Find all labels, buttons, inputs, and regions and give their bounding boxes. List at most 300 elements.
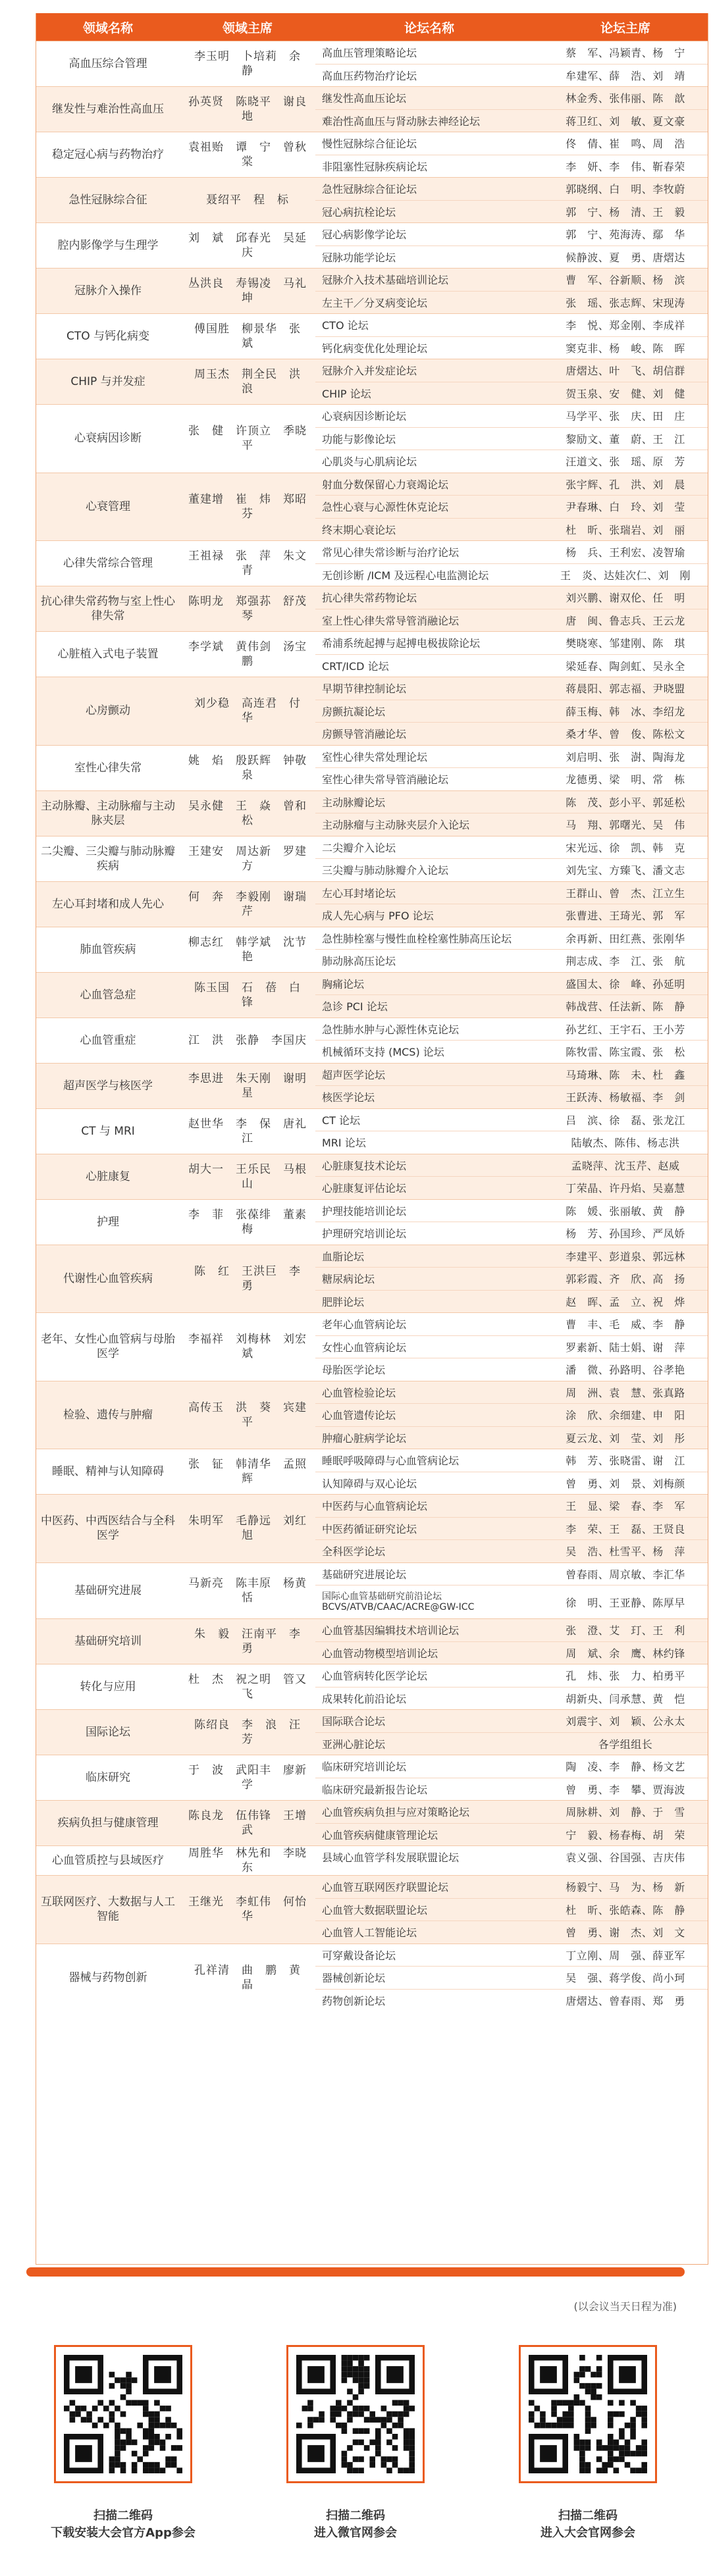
forum-row xyxy=(315,450,708,473)
table-header xyxy=(36,13,708,41)
forum-chairs: 杨 芳、孙国珍、严凤娇 xyxy=(566,1227,685,1241)
forum-row xyxy=(315,677,708,700)
forum-chairs: 蒋晨阳、郭志福、尹晓盟 xyxy=(566,683,685,696)
forum-name: 室上性心律失常导管消融论坛 xyxy=(322,614,460,627)
forum-row xyxy=(315,541,708,563)
domain-chairs: 朱明军 毛静远 刘红旭 xyxy=(188,1514,307,1543)
domain-name: 室性心律失常 xyxy=(74,761,142,775)
forum-chairs: 丁荣晶、许丹焰、吴嘉慧 xyxy=(566,1182,685,1195)
domain-name: 睡眠、精神与认知障碍 xyxy=(52,1465,164,1478)
forum-chairs: 曹 军、谷新顺、杨 滨 xyxy=(566,274,685,287)
forum-list xyxy=(315,1064,708,1108)
forum-name: 心血管大数据联盟论坛 xyxy=(322,1903,428,1917)
forum-row xyxy=(315,949,708,972)
domain-group xyxy=(36,1154,708,1199)
forum-row xyxy=(315,1495,708,1517)
forum-chairs: 尹春琳、白 玲、刘 莹 xyxy=(566,501,685,514)
forum-name: 二尖瓣介入论坛 xyxy=(322,841,396,854)
domain-group xyxy=(36,1494,708,1562)
forum-row xyxy=(315,1222,708,1245)
domain-chairs: 马新亮 陈丰原 杨黄恬 xyxy=(188,1576,307,1605)
forum-chairs: 王群山、曾 杰、江立生 xyxy=(566,887,685,900)
domain-group xyxy=(36,790,708,836)
forum-name: 核医学论坛 xyxy=(322,1091,375,1104)
forum-name: 心血管病转化医学论坛 xyxy=(322,1670,428,1683)
forum-chairs: 徐 明、王亚静、陈厚早 xyxy=(566,1596,685,1609)
domain-chairs: 董建增 崔 炜 郑昭芬 xyxy=(188,492,307,521)
header-domain-chairs: 领域主席 xyxy=(222,20,273,36)
forum-row xyxy=(315,973,708,995)
domain-name: CT 与 MRI xyxy=(81,1124,135,1138)
forum-chairs: 周脉耕、刘 静、于 雪 xyxy=(566,1806,685,1819)
forum-list xyxy=(315,269,708,313)
forum-row xyxy=(315,314,708,336)
forum-row xyxy=(315,1755,708,1778)
forum-name: 成果转化前沿论坛 xyxy=(322,1692,407,1705)
domain-group xyxy=(36,1755,708,1800)
forum-chairs: 王跃涛、杨敏福、李 剑 xyxy=(566,1091,685,1104)
forum-row xyxy=(315,178,708,200)
domain-chairs: 朱 毅 汪南平 李 勇 xyxy=(194,1628,313,1655)
forum-name: 药物创新论坛 xyxy=(322,1994,386,2007)
forum-row xyxy=(315,904,708,927)
domain-group xyxy=(36,1944,708,2012)
header-forum: 论坛名称 xyxy=(404,20,454,36)
domain-name: 腔内影像学与生理学 xyxy=(57,239,159,252)
forum-chairs: 王 炎、达娃次仁、刘 刚 xyxy=(560,569,691,582)
domain-name: 互联网医疗、大数据与人工智能 xyxy=(41,1895,175,1924)
forum-row xyxy=(315,1040,708,1063)
forum-row xyxy=(315,791,708,813)
forum-row xyxy=(315,563,708,586)
forum-row xyxy=(315,1358,708,1381)
forum-list xyxy=(315,1710,708,1755)
forum-name: 室性心律失常导管消融论坛 xyxy=(322,773,449,786)
domain-group xyxy=(36,222,708,268)
forum-name: 心脏康复评估论坛 xyxy=(322,1182,407,1195)
domain-group xyxy=(36,1449,708,1494)
forum-name: 机械循环支持 (MCS) 论坛 xyxy=(322,1046,444,1059)
domain-chairs: 李 菲 张葆绯 董素梅 xyxy=(188,1208,307,1236)
forum-row xyxy=(315,132,708,155)
domain-name: 冠脉介入操作 xyxy=(74,284,142,297)
domain-chairs: 吴永健 王 焱 曾和松 xyxy=(188,799,307,827)
forum-row xyxy=(315,382,708,405)
forum-row xyxy=(315,1472,708,1495)
domain-group xyxy=(36,132,708,177)
qr-caption-line2: 进入微官网参会 xyxy=(314,2526,397,2540)
forum-row xyxy=(315,1200,708,1222)
forum-row xyxy=(315,41,708,64)
qr-code-icon xyxy=(296,2355,415,2473)
forum-chairs: 曾春雨、周京敏、李汇华 xyxy=(566,1568,685,1581)
qr-code-micro-site[interactable] xyxy=(286,2345,425,2483)
domain-group xyxy=(36,1199,708,1245)
forum-row xyxy=(315,1109,708,1131)
domain-name: 临床研究 xyxy=(86,1771,130,1784)
domain-chairs: 丛洪良 寿锡凌 马礼坤 xyxy=(188,277,307,305)
forum-name: 心血管疾病负担与应对策略论坛 xyxy=(322,1806,470,1819)
forum-name: 肿瘤心脏病学论坛 xyxy=(322,1431,407,1445)
forum-chairs: 荆志成、李 江、张 航 xyxy=(566,955,685,968)
forum-list xyxy=(315,837,708,881)
forum-name: 房颤导管消融论坛 xyxy=(322,728,407,741)
domain-chairs: 刘少稳 高连君 付 华 xyxy=(194,697,313,725)
forum-name: 成人先心病与 PFO 论坛 xyxy=(322,910,434,923)
domain-name: CTO 与钙化病变 xyxy=(66,330,150,343)
forum-name: CHIP 论坛 xyxy=(322,387,371,400)
domain-chairs: 于 波 武阳丰 廖新学 xyxy=(188,1764,307,1791)
domain-chairs: 傅国胜 柳景华 张 斌 xyxy=(194,322,313,350)
domain-name: 心脏植入式电子装置 xyxy=(57,648,159,661)
forum-row xyxy=(315,155,708,178)
forum-row xyxy=(315,837,708,859)
forum-chairs: 黎励文、董 蔚、王 江 xyxy=(566,432,685,446)
domain-group xyxy=(36,1664,708,1709)
forum-list xyxy=(315,1846,708,1875)
domain-group xyxy=(36,404,708,473)
domain-chairs: 陈绍良 李 浪 汪 芳 xyxy=(194,1718,313,1746)
domain-chairs: 孙英贤 陈晓平 谢良地 xyxy=(188,95,307,123)
domain-name: 心血管重症 xyxy=(80,1033,136,1047)
forum-row xyxy=(315,1290,708,1313)
forum-name: 功能与影像论坛 xyxy=(322,432,396,446)
domain-group xyxy=(36,1108,708,1154)
forum-row xyxy=(315,109,708,132)
forum-list xyxy=(315,586,708,631)
qr-code-app[interactable] xyxy=(54,2345,192,2483)
forum-name: 主动脉瓣论坛 xyxy=(322,796,386,809)
forum-chairs: 马 翔、郭曙光、吴 伟 xyxy=(566,819,685,832)
forum-row xyxy=(315,1687,708,1710)
domain-chairs: 张 钲 韩清华 孟照辉 xyxy=(188,1458,307,1485)
forum-list xyxy=(315,1876,708,1944)
domain-chairs: 赵世华 李 保 唐礼江 xyxy=(188,1117,307,1145)
forum-name: 希浦系统起搏与起搏电极拔除论坛 xyxy=(322,637,481,650)
forum-row xyxy=(315,1710,708,1732)
forum-chairs: 周 斌、余 鹰、林约锋 xyxy=(566,1647,685,1660)
domain-group xyxy=(36,1018,708,1063)
forum-list xyxy=(315,1755,708,1800)
forum-row xyxy=(315,200,708,223)
forum-list xyxy=(315,473,708,541)
domain-group xyxy=(36,268,708,313)
forum-name: 早期节律控制论坛 xyxy=(322,683,407,696)
domain-name: 心律失常综合管理 xyxy=(63,557,153,570)
domain-chairs: 江 洪 张静 李国庆 xyxy=(188,1033,307,1047)
forum-list xyxy=(315,973,708,1018)
forum-row xyxy=(315,1313,708,1335)
domain-name: 心房颤动 xyxy=(86,704,130,718)
forum-name: 肥胖论坛 xyxy=(322,1295,365,1308)
domain-name: 主动脉瓣、主动脉瘤与主动脉夹层 xyxy=(41,799,175,827)
qr-caption-line2: 下载安装大会官方App参会 xyxy=(51,2526,196,2540)
forum-chairs: 韩战营、任法新、陈 静 xyxy=(566,1000,685,1014)
forum-list xyxy=(315,1619,708,1664)
forum-name: 胸痛论坛 xyxy=(322,977,365,991)
forum-name: 心血管疾病健康管理论坛 xyxy=(322,1828,438,1842)
forum-row xyxy=(315,1517,708,1540)
forum-chairs: 杨 兵、王利宏、凌智瑜 xyxy=(566,546,685,559)
domain-group xyxy=(36,86,708,132)
forum-chairs: 贺玉泉、安 健、刘 健 xyxy=(566,387,685,400)
domain-name: 二尖瓣、三尖瓣与肺动脉瓣疾病 xyxy=(41,844,175,873)
forum-chairs: 刘震宇、刘 颖、公永太 xyxy=(566,1715,685,1728)
domain-group xyxy=(36,1800,708,1845)
qr-caption-line1: 扫描二维码 xyxy=(93,2509,153,2523)
forum-list xyxy=(315,632,708,677)
forum-name: 室性心律失常处理论坛 xyxy=(322,750,428,763)
forum-row xyxy=(315,1801,708,1823)
domain-chairs: 刘 斌 邱春光 吴延庆 xyxy=(188,232,307,259)
domain-name: 中医药、中西医结合与全科医学 xyxy=(41,1514,175,1543)
forum-row xyxy=(315,1064,708,1086)
forum-name: 心血管基因编辑技术培训论坛 xyxy=(322,1624,460,1637)
forum-list xyxy=(315,1245,708,1313)
forum-name: 急诊 PCI 论坛 xyxy=(322,1000,388,1014)
forum-name: 房颤抗凝论坛 xyxy=(322,705,386,718)
forum-row xyxy=(315,1335,708,1358)
domain-group xyxy=(36,586,708,631)
domain-group xyxy=(36,359,708,404)
forum-chairs: 曾 勇、李 攀、贾海波 xyxy=(566,1783,685,1796)
domain-group xyxy=(36,1063,708,1108)
forum-row xyxy=(315,1449,708,1472)
qr-code-official-site[interactable] xyxy=(519,2345,657,2483)
forum-chairs: 盛国太、徐 峰、孙延明 xyxy=(566,977,685,991)
forum-name: 难治性高血压与肾动脉去神经论坛 xyxy=(322,115,481,128)
forum-name: 主动脉瘤与主动脉夹层介入论坛 xyxy=(322,819,470,832)
domain-name: 护理 xyxy=(97,1215,119,1229)
forum-row xyxy=(315,1732,708,1755)
forum-chairs: 陈 媛、张丽敏、黄 静 xyxy=(566,1204,685,1218)
forum-chairs: 潘 微、孙路明、谷孝艳 xyxy=(566,1364,685,1377)
forum-name: 中医药循证研究论坛 xyxy=(322,1522,417,1535)
domain-chairs: 李玉明 卜培莉 余 静 xyxy=(194,50,313,78)
domain-name: 急性冠脉综合征 xyxy=(68,193,147,207)
forum-row xyxy=(315,1778,708,1801)
forum-chairs: 涂 欣、余细建、申 阳 xyxy=(566,1409,685,1422)
domain-chairs: 陈 红 王洪巨 李 勇 xyxy=(194,1264,313,1293)
forum-name: 抗心律失常药物论坛 xyxy=(322,592,417,605)
forum-list xyxy=(315,791,708,836)
forum-row xyxy=(315,64,708,87)
forum-chairs: 吕 滨、徐 磊、张龙江 xyxy=(566,1114,685,1127)
forum-name: 母胎医学论坛 xyxy=(322,1364,386,1377)
forum-name: 血脂论坛 xyxy=(322,1250,365,1263)
forum-name: 射血分数保留心力衰竭论坛 xyxy=(322,478,449,491)
forum-chairs: 马琦琳、陈 未、杜 鑫 xyxy=(566,1068,685,1081)
forum-list xyxy=(315,1563,708,1619)
forum-row xyxy=(315,1539,708,1562)
forum-chairs: 郭彩霞、齐 欣、高 扬 xyxy=(566,1273,685,1286)
domain-chairs: 陈玉国 石 蓓 白 锋 xyxy=(194,981,313,1009)
forum-chairs: 桑才华、曾 俊、陈松文 xyxy=(566,728,685,741)
forum-name: 护理研究培训论坛 xyxy=(322,1227,407,1241)
forum-chairs: 李 妍、李 伟、靳春荣 xyxy=(566,160,685,173)
forum-name: 中医药与心血管病论坛 xyxy=(322,1500,428,1513)
forum-list xyxy=(315,359,708,404)
qr-caption-micro-site xyxy=(263,2508,448,2542)
table-body xyxy=(36,41,708,2011)
forum-name: 心血管遗传论坛 xyxy=(322,1409,396,1422)
forum-row xyxy=(315,495,708,518)
domain-name: 疾病负担与健康管理 xyxy=(57,1816,159,1830)
forum-row xyxy=(315,1989,708,2012)
forum-list xyxy=(315,87,708,132)
forum-name: 亚洲心脏论坛 xyxy=(322,1738,386,1751)
forum-row xyxy=(315,427,708,450)
forum-row xyxy=(315,1131,708,1154)
forum-chairs: 汪道文、张 瑶、原 芳 xyxy=(566,455,685,469)
domain-name: CHIP 与并发症 xyxy=(70,375,145,388)
forum-chairs: 胡新央、闫承慧、黄 恺 xyxy=(566,1692,685,1705)
forum-name: 睡眠呼吸障碍与心血管病论坛 xyxy=(322,1455,460,1468)
forum-name: CT 论坛 xyxy=(322,1114,361,1127)
domain-name: 老年、女性心血管病与母胎医学 xyxy=(41,1333,175,1361)
forum-name: 急性心衰与心源性休克论坛 xyxy=(322,501,449,514)
forum-list xyxy=(315,314,708,359)
forum-row xyxy=(315,1267,708,1290)
domain-name: 心血管质控与县域医疗 xyxy=(52,1854,164,1867)
domain-name: 高血压综合管理 xyxy=(68,57,147,70)
forum-name: 心脏康复技术论坛 xyxy=(322,1159,407,1172)
domain-chairs: 袁祖贻 谭 宁 曾秋棠 xyxy=(188,141,307,168)
forum-chairs: 孔 炜、张 力、柏勇平 xyxy=(566,1670,685,1683)
forum-row xyxy=(315,882,708,904)
forum-chairs: 马学平、张 庆、田 庄 xyxy=(566,410,685,423)
forum-row xyxy=(315,994,708,1018)
forum-chairs: 曹 丰、毛 威、李 静 xyxy=(566,1318,685,1331)
forum-chairs: 吴 浩、杜雪平、杨 萍 xyxy=(566,1545,685,1558)
header-domain: 领域名称 xyxy=(82,20,133,36)
domain-chairs: 何 奔 李毅刚 谢瑞芹 xyxy=(188,890,307,918)
forum-row xyxy=(315,1641,708,1664)
forum-chairs: 陆敏杰、陈伟、杨志洪 xyxy=(571,1137,680,1150)
forum-chairs: 宁 毅、杨春梅、胡 荣 xyxy=(566,1828,685,1842)
forum-list xyxy=(315,1313,708,1381)
forum-row xyxy=(315,767,708,790)
forum-list xyxy=(315,927,708,972)
forum-name: 常见心律失常诊断与治疗论坛 xyxy=(322,546,460,559)
forum-row xyxy=(315,291,708,314)
domain-group xyxy=(36,836,708,881)
forum-row xyxy=(315,700,708,723)
forum-row xyxy=(315,654,708,677)
domain-name: 心衰管理 xyxy=(86,500,130,513)
domain-name: 超声医学与核医学 xyxy=(63,1079,153,1093)
forum-row xyxy=(315,1176,708,1199)
forum-name: 老年心血管病论坛 xyxy=(322,1318,407,1331)
forum-chairs: 罗素新、陆士娟、谢 萍 xyxy=(566,1341,685,1354)
domain-name: 肺血管疾病 xyxy=(80,942,136,956)
forum-chairs: 唐熠达、曾春雨、郑 勇 xyxy=(566,1994,685,2007)
forum-chairs: 窦克非、杨 峻、陈 晖 xyxy=(566,342,685,355)
forum-chairs: 李 悦、郑金刚、李成祥 xyxy=(566,319,685,332)
forum-chairs: 夏云龙、刘 莹、刘 彤 xyxy=(566,1431,685,1445)
domain-chairs: 李思进 朱天刚 谢明星 xyxy=(188,1071,307,1100)
domain-name: 代谢性心血管疾病 xyxy=(63,1272,153,1285)
forum-chairs: 袁义强、谷国强、吉庆伟 xyxy=(566,1851,685,1865)
domain-name: 基础研究进展 xyxy=(74,1584,142,1597)
forum-name: 县域心血管学科发展联盟论坛 xyxy=(322,1851,460,1865)
domain-chairs: 柳志红 韩学斌 沈节艳 xyxy=(188,935,307,964)
forum-name: 临床研究培训论坛 xyxy=(322,1761,407,1774)
domain-name: 检验、遗传与肿瘤 xyxy=(63,1408,153,1422)
forum-name: 心血管动物模型培训论坛 xyxy=(322,1647,438,1660)
domain-chairs: 杜 杰 祝之明 管又飞 xyxy=(188,1673,307,1701)
forum-name: 冠脉介入技术基础培训论坛 xyxy=(322,274,449,287)
forum-name: 认知障碍与双心论坛 xyxy=(322,1477,417,1490)
domain-chairs: 聂绍平 程 标 xyxy=(206,193,289,207)
forum-name: 全科医学论坛 xyxy=(322,1545,386,1558)
forum-chairs: 各学组组长 xyxy=(598,1738,653,1751)
forum-list xyxy=(315,1381,708,1449)
forum-list xyxy=(315,746,708,790)
domain-name: 器械与药物创新 xyxy=(68,1971,147,1984)
forum-name: 慢性冠脉综合征论坛 xyxy=(322,138,417,151)
forum-list xyxy=(315,1664,708,1709)
domain-name: 稳定冠心病与药物治疗 xyxy=(52,148,164,161)
forum-name: 冠脉介入并发症论坛 xyxy=(322,365,417,378)
domain-chairs: 李学斌 黄伟剑 汤宝鹏 xyxy=(188,640,307,668)
domain-name: 基础研究培训 xyxy=(74,1635,142,1648)
forum-name: 国际心血管基础研究前沿论坛 BCVS/ATVB/CAAC/ACRE@GW-ICC xyxy=(322,1591,475,1612)
domain-group xyxy=(36,927,708,972)
forum-list xyxy=(315,882,708,927)
forum-chairs: 陈 茂、彭小平、郭延松 xyxy=(566,796,685,809)
domain-group xyxy=(36,745,708,790)
forum-row xyxy=(315,746,708,768)
forum-chairs: 梁延春、陶剑虹、吴永全 xyxy=(566,659,685,673)
forum-list xyxy=(315,1200,708,1245)
domain-group xyxy=(36,881,708,927)
forum-list xyxy=(315,1801,708,1845)
domain-name: 心衰病因诊断 xyxy=(74,432,142,446)
forum-chairs: 宋光远、徐 凯、韩 克 xyxy=(566,841,685,854)
forum-name: 钙化病变优化处理论坛 xyxy=(322,342,428,355)
domain-group xyxy=(36,1312,708,1381)
domain-chairs: 陈明龙 郑强荪 舒茂琴 xyxy=(188,595,307,623)
domain-chairs: 张 健 许顶立 季晓平 xyxy=(188,425,307,453)
forum-row xyxy=(315,518,708,541)
forum-row xyxy=(315,609,708,632)
forum-name: 高血压药物治疗论坛 xyxy=(322,69,417,82)
domain-group xyxy=(36,1845,708,1875)
forum-name: 急性肺水肿与心源性休克论坛 xyxy=(322,1023,460,1036)
forum-list xyxy=(315,1495,708,1562)
domain-chairs: 孔祥清 曲 鹏 黄 晶 xyxy=(194,1963,313,1992)
forum-chairs: 杨毅宁、马 为、杨 新 xyxy=(566,1881,685,1894)
domain-chairs: 高传玉 洪 葵 宾建平 xyxy=(188,1401,307,1429)
forum-name: 左心耳封堵论坛 xyxy=(322,887,396,900)
forum-name: 三尖瓣与肺动脉瓣介入论坛 xyxy=(322,864,449,877)
forum-chairs: 唐熠达、叶 飞、胡信群 xyxy=(566,365,685,378)
forum-name: 心血管人工智能论坛 xyxy=(322,1926,417,1940)
forum-chairs: 林金秀、张伟丽、陈 歆 xyxy=(566,92,685,105)
forum-row xyxy=(315,359,708,382)
domain-chairs: 周胜华 林先和 李晓东 xyxy=(188,1847,307,1874)
domain-group xyxy=(36,313,708,359)
forum-list xyxy=(315,1109,708,1154)
forum-chairs: 唐 闽、鲁志兵、王云龙 xyxy=(566,614,685,627)
domain-group xyxy=(36,177,708,222)
qr-caption-app xyxy=(31,2508,215,2542)
forum-name: 心血管互联网医疗联盟论坛 xyxy=(322,1881,449,1894)
forum-chairs: 刘先宝、方臻飞、潘文志 xyxy=(566,864,685,877)
forum-chairs: 郭晓纲、白 明、李牧蔚 xyxy=(566,183,685,196)
forum-list xyxy=(315,677,708,745)
